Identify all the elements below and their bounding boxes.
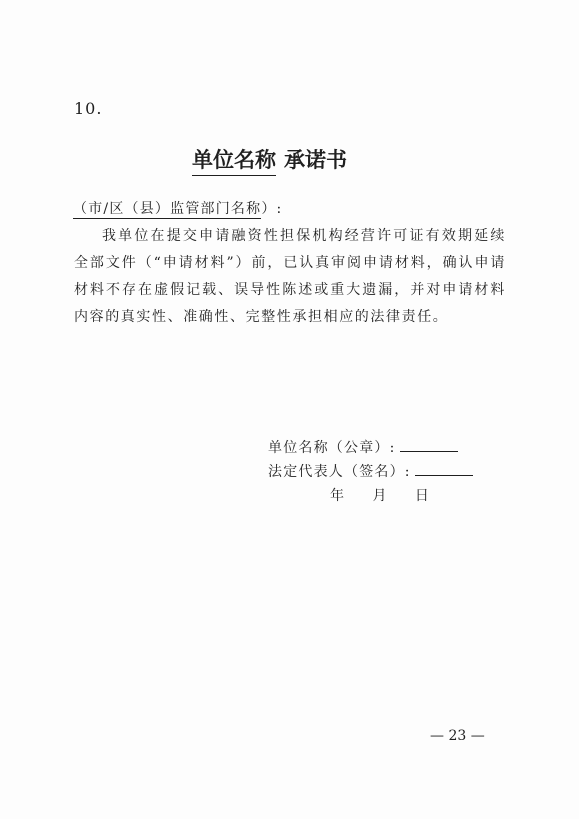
- title-text: 承诺书: [284, 147, 347, 172]
- representative-blank: [415, 463, 473, 476]
- commitment-body: 我单位在提交申请融资性担保机构经营许可证有效期延续全部文件（“申请材料”）前，已认真审阅申请材料，确认申请材料不存在虚假记载、误导性陈述或重大遗漏，并对申请材料内容的真实性、准确性、完整性承担相应的法律责任。: [74, 228, 506, 325]
- representative-line: [268, 460, 473, 484]
- addressee-suffix: ）:: [261, 201, 283, 217]
- addressee-line: [73, 198, 282, 218]
- date-line: 年 月 日: [330, 488, 430, 504]
- unit-seal-blank: [400, 439, 458, 452]
- addressee-name: （市/区（县）监管部门名称: [73, 201, 262, 217]
- title-unit-name-blank: 单位名称: [192, 144, 276, 176]
- representative-label: 法定代表人（签名）:: [268, 464, 411, 480]
- unit-seal-line: [268, 436, 473, 460]
- document-title: [192, 144, 347, 176]
- item-number: 10.: [74, 99, 103, 118]
- signature-block: [268, 436, 473, 484]
- unit-seal-label: 单位名称（公章）:: [268, 440, 396, 456]
- page-number: — 23 —: [430, 728, 485, 744]
